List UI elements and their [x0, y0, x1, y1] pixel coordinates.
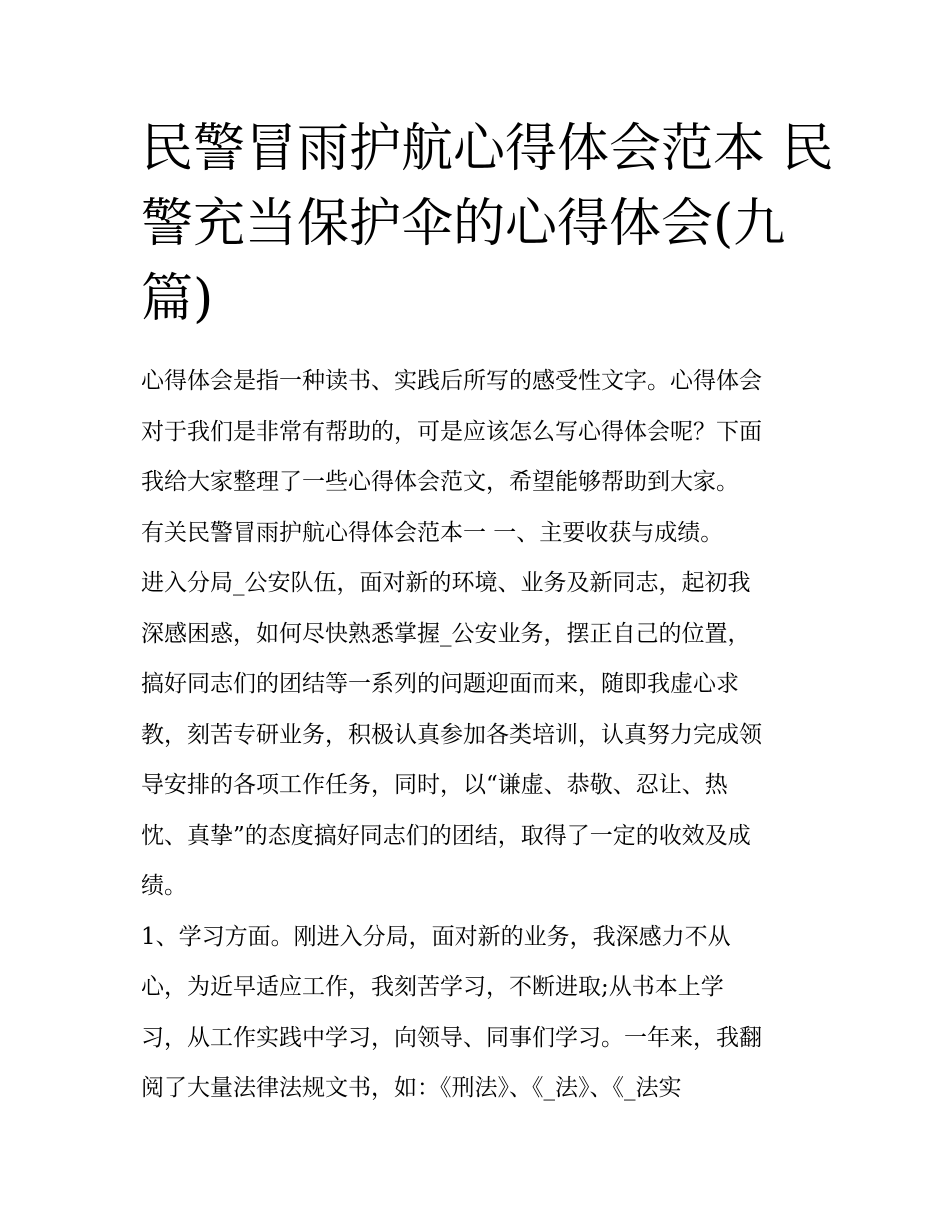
body-line: 习，从工作实践中学习，向领导、同事们学习。一年来，我翻	[141, 1024, 762, 1051]
body-line: 阅了大量法律法规文书，如：《刑法》、《_法》、《_法实	[141, 1075, 682, 1101]
body-line: 我给大家整理了一些心得体会范文，希望能够帮助到大家。	[141, 469, 739, 495]
title-line-2: 警充当保护伞的心得体会(九	[141, 194, 786, 254]
document-title	[141, 112, 834, 337]
title-line-3: 篇)	[141, 269, 214, 329]
body-line: 心，为近早适应工作，我刻苦学习，不断进取;从书本上学	[141, 974, 724, 1000]
body-line: 绩。	[141, 873, 187, 899]
body-line: 对于我们是非常有帮助的，可是应该怎么写心得体会呢？下面	[141, 418, 762, 445]
body-line: 心得体会是指一种读书、实践后所写的感受性文字。心得体会	[141, 368, 762, 394]
body-line: 1、学习方面。刚进入分局，面对新的业务，我深感力不从	[141, 923, 731, 950]
body-line: 深感困惑，如何尽快熟悉掌握_公安业务，摆正自己的位置，	[141, 620, 751, 647]
body-line: 教，刻苦专研业务，积极认真参加各类培训，认真努力完成领	[141, 721, 762, 748]
body-line: 导安排的各项工作任务，同时，以“谦虚、恭敬、忍让、热	[141, 772, 728, 798]
title-line-1: 民警冒雨护航心得体会范本 民	[141, 119, 834, 179]
body-line: 有关民警冒雨护航心得体会范本一 一、主要收获与成绩。	[141, 519, 724, 546]
body-line: 进入分局_公安队伍，面对新的环境、业务及新同志，起初我	[141, 570, 751, 596]
body-line: 忱、真挚”的态度搞好同志们的团结，取得了一定的收效及成	[141, 822, 751, 849]
body-line: 搞好同志们的团结等一系列的问题迎面而来，随即我虚心求	[141, 671, 739, 697]
document-body	[141, 356, 831, 1114]
